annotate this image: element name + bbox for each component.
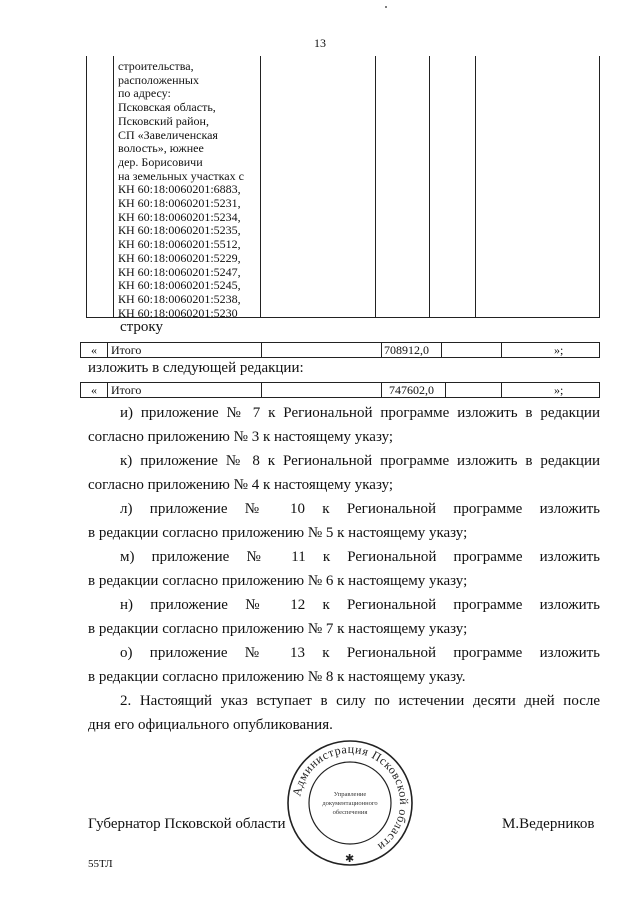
- item-line: л) приложение № 10 к Региональной программе изложить: [120, 501, 600, 517]
- item-line: согласно приложению № 3 к настоящему указу;: [88, 429, 394, 445]
- item-line: в редакции согласно приложению № 7 к настоящему указу;: [88, 621, 468, 637]
- address-line: КН 60:18:0060201:5229,: [118, 250, 241, 265]
- para-line: 2. Настоящий указ вступает в силу по истечении десяти дней после: [120, 693, 600, 709]
- address-line: КН 60:18:0060201:5247,: [118, 264, 241, 279]
- row-line: [501, 383, 502, 397]
- item-line: м) приложение № 11 к Региональной программе изложить: [120, 549, 600, 565]
- close-quote: »;: [554, 383, 564, 397]
- item-line: согласно приложению № 4 к настоящему указу;: [88, 477, 394, 493]
- open-quote: «: [91, 383, 97, 397]
- row-line: [441, 343, 442, 357]
- address-line: КН 60:18:0060201:5245,: [118, 278, 241, 293]
- table-column-line: [260, 56, 261, 317]
- document-code: 55ТЛ: [88, 858, 113, 870]
- official-seal: [285, 738, 415, 868]
- row-line: [107, 343, 108, 357]
- item-l: [88, 497, 600, 545]
- address-line: Псковский район,: [118, 113, 209, 128]
- address-line: Псковская область,: [118, 100, 216, 115]
- row-line: [261, 383, 262, 397]
- row-line: [381, 383, 382, 397]
- row-line: [261, 343, 262, 357]
- speck: [385, 6, 387, 8]
- item-n: [88, 593, 600, 641]
- seal-inner-line: обеспечения: [332, 809, 368, 816]
- close-quote: »;: [554, 343, 564, 357]
- seal-ring-text: Администрация Псковской области: [289, 741, 412, 855]
- seal-inner-line: документационного: [322, 800, 378, 807]
- row-line: [381, 343, 382, 357]
- total-row-new: [80, 382, 600, 398]
- address-cell: [118, 60, 244, 320]
- open-quote: «: [91, 343, 97, 357]
- address-line: дер. Борисовичи: [118, 154, 203, 169]
- item-line: в редакции согласно приложению № 6 к настоящему указу;: [88, 573, 468, 589]
- item-line: в редакции согласно приложению № 5 к настоящему указу;: [88, 525, 468, 541]
- address-line: КН 60:18:0060201:5512,: [118, 237, 241, 252]
- address-line: КН 60:18:0060201:5231,: [118, 196, 241, 211]
- table-column-line: [475, 56, 476, 317]
- total-label: Итого: [111, 383, 142, 397]
- table-column-line: [113, 56, 114, 317]
- address-line: на земельных участках с: [118, 168, 244, 183]
- total-row-old: [80, 342, 600, 358]
- izlozhit-text: изложить в следующей редакции:: [88, 360, 304, 376]
- signatory-name: М.Ведерников: [502, 816, 595, 832]
- address-line: СП «Завеличенская: [118, 127, 218, 142]
- address-line: КН 60:18:0060201:6883,: [118, 182, 241, 197]
- address-line: КН 60:18:0060201:5234,: [118, 209, 241, 224]
- total-label: Итого: [111, 343, 142, 357]
- address-line: КН 60:18:0060201:5238,: [118, 291, 241, 306]
- page-number: 13: [314, 36, 326, 50]
- item-o: [88, 641, 600, 689]
- total-value: 747602,0: [389, 383, 434, 397]
- item-line: н) приложение № 12 к Региональной программе изложить: [120, 597, 600, 613]
- item-i: [88, 401, 600, 449]
- row-line: [501, 343, 502, 357]
- paragraph-2: [88, 689, 600, 737]
- address-line: КН 60:18:0060201:5230: [118, 305, 238, 320]
- address-line: расположенных: [118, 72, 199, 87]
- address-line: по адресу:: [118, 86, 171, 101]
- seal-inner-line: Управление: [333, 791, 367, 798]
- address-table: [86, 56, 600, 318]
- table-column-line: [375, 56, 376, 317]
- item-line: в редакции согласно приложению № 8 к настоящему указу.: [88, 669, 466, 685]
- stroku-text: строку: [120, 319, 163, 335]
- row-line: [445, 383, 446, 397]
- item-line: о) приложение № 13 к Региональной программе изложить: [120, 645, 600, 661]
- address-line: строительства,: [118, 59, 194, 73]
- para-line: дня его официального опубликования.: [88, 717, 333, 733]
- item-line: и) приложение № 7 к Региональной программе изложить в редакции: [120, 405, 600, 421]
- seal-star: ✱: [345, 852, 355, 865]
- row-line: [107, 383, 108, 397]
- table-column-line: [429, 56, 430, 317]
- signatory-position: Губернатор Псковской области: [88, 816, 286, 832]
- item-k: [88, 449, 600, 497]
- total-value: 708912,0: [384, 343, 429, 357]
- item-m: [88, 545, 600, 593]
- address-line: волость», южнее: [118, 141, 204, 156]
- address-line: КН 60:18:0060201:5235,: [118, 223, 241, 238]
- item-line: к) приложение № 8 к Региональной программе изложить в редакции: [120, 453, 600, 469]
